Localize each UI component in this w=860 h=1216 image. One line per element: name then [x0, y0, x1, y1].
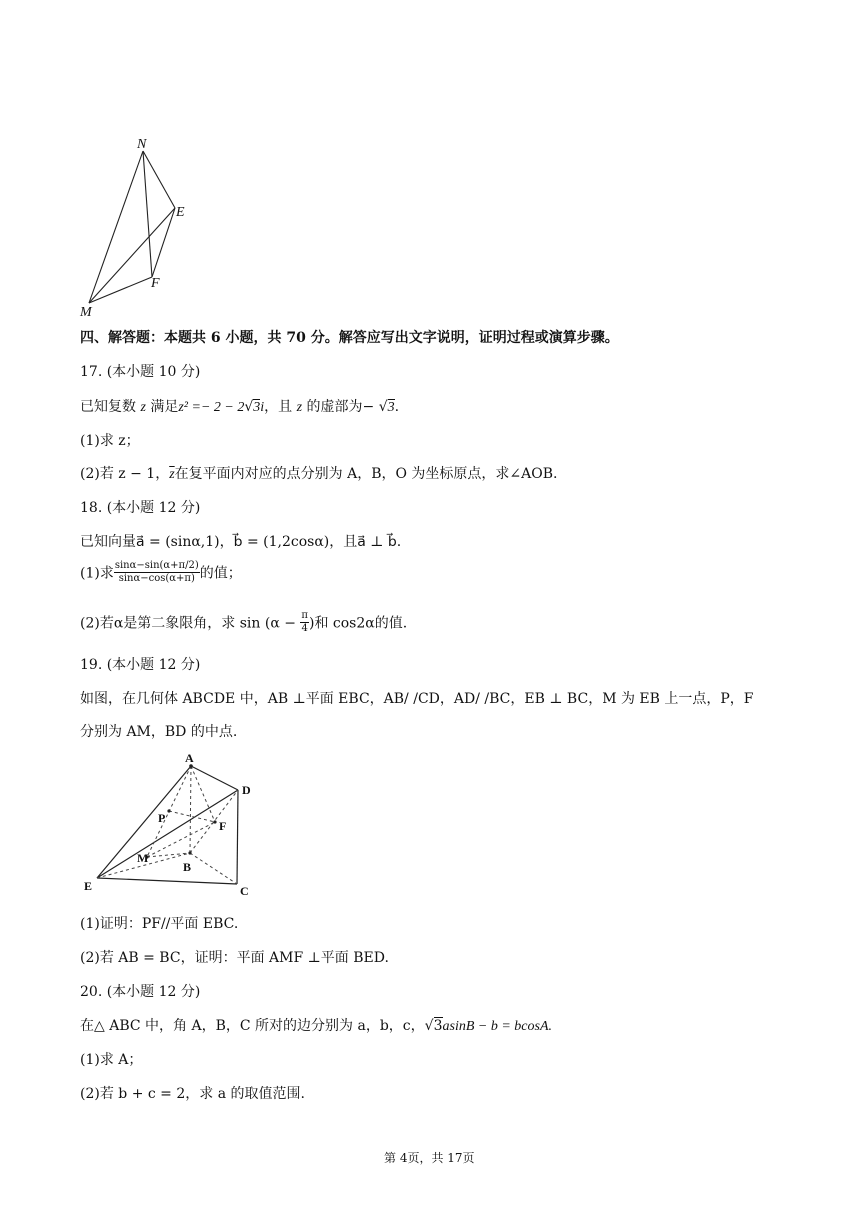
q17-header: 17. (本小题 10 分) [80, 364, 201, 380]
q20-part1: (1)求 A； [80, 1052, 143, 1068]
sqrt-sign-3: √ [424, 1018, 434, 1034]
q17-sqrt-value: 3 [253, 400, 261, 415]
q17-part1: (1)求 z； [80, 433, 140, 449]
q17-z-2: z [296, 400, 303, 415]
q18-fraction-num: sinα−sin(α+π/2) [114, 560, 199, 571]
q20-header: 20. (本小题 12 分) [80, 984, 201, 1000]
q17-stem-e: . [394, 399, 400, 415]
q17-part2-a: (2)若 z − 1， [80, 466, 170, 482]
q19-stem-line2: 分别为 AM，BD 的中点. [80, 724, 238, 740]
label-m: M [80, 305, 92, 320]
label-m: M [137, 851, 149, 865]
q17-sqrt-value-2: 3 [387, 400, 395, 415]
label-e: E [176, 205, 185, 220]
label-f: F [219, 819, 227, 833]
q17-stem-d: 的虚部为− [302, 399, 379, 415]
label-e: E [84, 879, 93, 893]
q20-sqrt-value: 3 [433, 1018, 443, 1034]
q17-i: i [260, 400, 265, 415]
q19-stem-line1: 如图，在几何体 ABCDE 中，AB ⊥平面 EBC，AB/ /CD，AD/ /BC，EB ⊥ BC，M 为 EB 上一点，P，F [80, 691, 754, 707]
label-p: P [158, 811, 166, 825]
label-c: C [240, 884, 249, 898]
q20-part2: (2)若 b + c = 2，求 a 的取值范围. [80, 1086, 305, 1102]
section-heading: 四、解答题：本题共 6 小题，共 70 分。解答应写出文字说明，证明过程或演算步骤。 [80, 330, 619, 346]
q18-fraction-den: sinα−cos(α+π) [118, 573, 195, 584]
q20-stem-pre: 在△ ABC 中，角 A，B，C 所对的边分别为 a，b，c， [80, 1018, 425, 1034]
q20-stem-post: asinB − b = bcosA. [442, 1019, 552, 1034]
q17-part2-b: 在复平面内对应的点分别为 A，B，O 为坐标原点，求∠AOB. [174, 466, 558, 482]
page-footer: 第 4页，共 17页 [384, 1151, 475, 1165]
q18-part2-pre: (2)若α是第二象限角，求 sin (α − [80, 615, 301, 632]
label-b: B [183, 860, 192, 874]
q18-part2-post: )和 cos2α的值. [309, 615, 408, 632]
q19-part2: (2)若 AB = BC，证明：平面 AMF ⊥平面 BED. [80, 950, 389, 966]
q17-stem-b: 满足 [145, 399, 179, 415]
q17-z: z [140, 400, 146, 415]
label-a: A [185, 751, 194, 765]
q17-zbar: $\overline{z}$ [169, 467, 175, 482]
q17-stem-a: 已知复数 [80, 399, 141, 415]
q19-header: 19. (本小题 12 分) [80, 657, 201, 673]
q18-pi-den: 4 [301, 623, 308, 634]
q19-part1: (1)证明：PF//平面 EBC. [80, 916, 239, 932]
q18-stem: 已知向量a⃗ = (sinα,1)，b⃗ = (1,2cosα)，且a⃗ ⊥ b⃗. [80, 534, 402, 550]
sqrt-sign-2: √ [378, 399, 388, 415]
q17-equation: z² =− 2 − 2 [178, 400, 245, 415]
label-d: D [242, 783, 251, 797]
q17-stem-c: ，且 [264, 399, 297, 415]
q18-header: 18. (本小题 12 分) [80, 500, 201, 516]
sqrt-sign: √ [244, 399, 254, 415]
label-n: N [137, 137, 147, 152]
q18-part1-post: 的值； [199, 565, 242, 582]
q18-pi-num: π [301, 610, 308, 621]
label-f: F [151, 276, 160, 291]
q18-part1-pre: (1)求 [80, 565, 114, 582]
q20-stem [80, 1015, 552, 1035]
